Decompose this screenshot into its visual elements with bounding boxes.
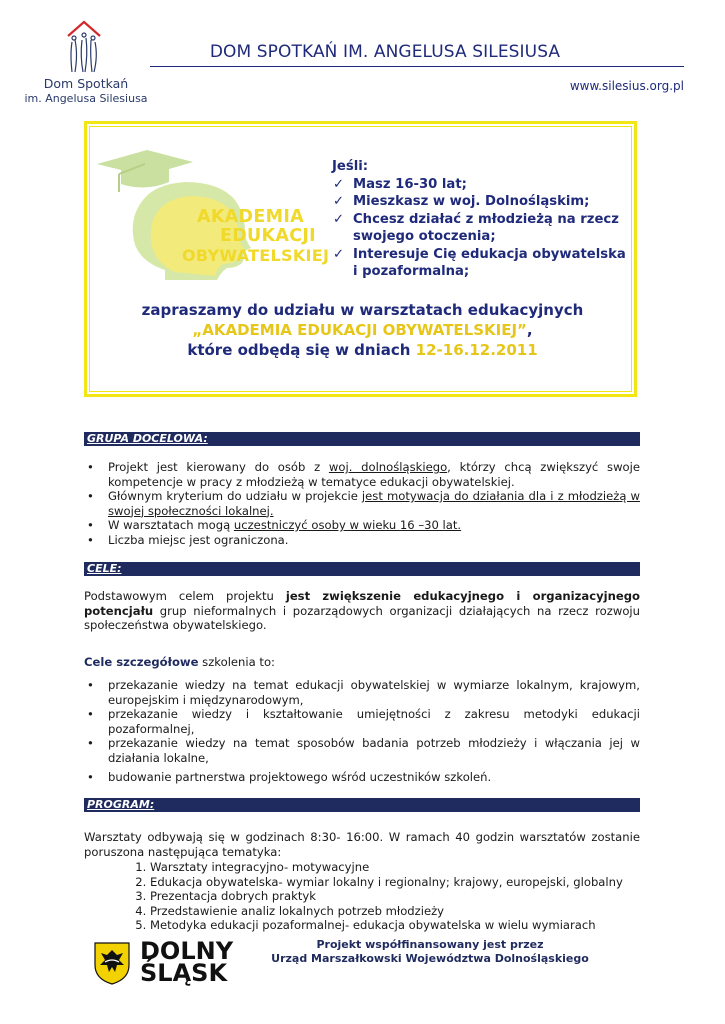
coat-of-arms-icon — [93, 941, 131, 985]
workshop-dates: 12-16.12.2011 — [415, 341, 538, 359]
target-group-list — [84, 460, 640, 547]
list-item: • budowanie partnerstwa projektowego wśród uczestników szkoleń. — [84, 770, 640, 785]
eligibility-conditions — [332, 158, 632, 281]
list-item: 1. Warsztaty integracyjno- motywacyjne — [150, 860, 624, 875]
list-item: • przekazanie wiedzy na temat edukacji obywatelskiej w wymiarze lokalnym, krajowym, europejskim i międzynarodowym, — [84, 678, 640, 707]
list-item: • Projekt jest kierowany do osób z woj. dolnośląskiego, którzy chcą zwiększyć swoje kompetencje w pracy z młodzieżą w tematyce edukacji obywatelskiej. — [84, 460, 640, 489]
academy-logo-line-1: AKADEMIA — [197, 207, 304, 227]
invitation-text — [100, 300, 625, 360]
condition-item: ✓ Masz 16-30 lat; — [333, 176, 467, 192]
conditions-intro: Jeśli: — [332, 159, 369, 174]
invitation-line-2: „AKADEMIA EDUKACJI OBYWATELSKIEJ”, — [192, 321, 533, 339]
list-item: 3. Prezentacja dobrych praktyk — [150, 889, 624, 904]
section-heading-program: PROGRAM: — [84, 798, 640, 812]
program-topics — [124, 860, 624, 933]
condition-item: ✓ Interesuje Cię edukacja obywatelska i pozaformalna; — [333, 246, 626, 279]
list-item: • W warsztatach mogą uczestniczyć osoby w wieku 16 –30 lat. — [84, 518, 640, 533]
region-line-2: ŚLĄSK — [140, 959, 228, 987]
academy-logo-line-3: OBYWATELSKIEJ — [182, 246, 330, 265]
program-intro: Warsztaty odbywają się w godzinach 8:30- 16:00. W ramach 40 godzin warsztatów zostanie poruszona następująca tematyka: — [84, 830, 640, 859]
academy-logo-text — [182, 207, 330, 265]
section-heading-target-group: GRUPA DOCELOWA: — [84, 432, 640, 446]
checkmark-icon: ✓ — [333, 176, 345, 192]
workshop-name: „AKADEMIA EDUKACJI OBYWATELSKIEJ” — [192, 321, 527, 339]
logo-caption — [24, 76, 148, 106]
logo-line-1: Dom Spotkań — [43, 76, 129, 91]
funding-line-2: Urząd Marszałkowski Województwa Dolnośląskiego — [271, 952, 589, 965]
list-item: 4. Przedstawienie analiz lokalnych potrzeb młodzieży — [150, 904, 624, 919]
checkmark-icon: ✓ — [333, 246, 345, 262]
list-item: 2. Edukacja obywatelska- wymiar lokalny i regionalny; krajowy, europejski, globalny — [150, 875, 624, 890]
header-divider — [150, 66, 684, 67]
funding-note — [250, 938, 610, 966]
detailed-goals-list — [84, 678, 640, 785]
region-logo-text — [140, 937, 234, 987]
page-title: DOM SPOTKAŃ IM. ANGELUSA SILESIUSA — [209, 42, 561, 62]
academy-logo-line-2: EDUKACJI — [219, 226, 316, 246]
funding-line-1: Projekt współfinansowany jest przez — [316, 938, 544, 951]
logo-line-2: im. Angelusa Silesiusa — [24, 92, 148, 105]
list-item: • przekazanie wiedzy i kształtowanie umiejętności z zakresu metodyki edukacji pozaformalnej, — [84, 707, 640, 736]
invitation-line-3: które odbędą się w dniach 12-16.12.2011 — [187, 341, 538, 359]
house-logo-icon — [30, 14, 150, 80]
condition-item: ✓ Chcesz działać z młodzieżą na rzecz swojego otoczenia; — [333, 211, 619, 244]
list-item: 5. Metodyka edukacji pozaformalnej- edukacja obywatelska w wielu wymiarach — [150, 918, 624, 933]
checkmark-icon: ✓ — [333, 194, 345, 209]
checkmark-icon: ✓ — [333, 211, 345, 227]
section-heading-goals: CELE: — [84, 562, 640, 576]
list-item: • Liczba miejsc jest ograniczona. — [84, 533, 640, 548]
website-link[interactable]: www.silesius.org.pl — [569, 79, 684, 93]
detailed-goals-intro: Cele szczegółowe szkolenia to: — [84, 655, 275, 669]
goals-paragraph: Podstawowym celem projektu jest zwiększenie edukacyjnego i organizacyjnego potencjału grup nieformalnych i pozarządowych organizacji działających na rzecz rozwoju społeczeństwa obywatelskiego. — [84, 589, 640, 632]
invitation-line-1: zapraszamy do udziału w warsztatach edukacyjnych — [141, 301, 584, 319]
list-item: • przekazanie wiedzy na temat sposobów badania potrzeb młodzieży i włączania jej w działania lokalne, — [84, 736, 640, 765]
list-item: • Głównym kryterium do udziału w projekcie jest motywacja do działania dla i z młodzieżą w swojej społeczności lokalnej. — [84, 489, 640, 518]
condition-item: ✓ Mieszkasz w woj. Dolnośląskim; — [333, 194, 590, 209]
region-line-1: DOLNY — [140, 937, 234, 965]
